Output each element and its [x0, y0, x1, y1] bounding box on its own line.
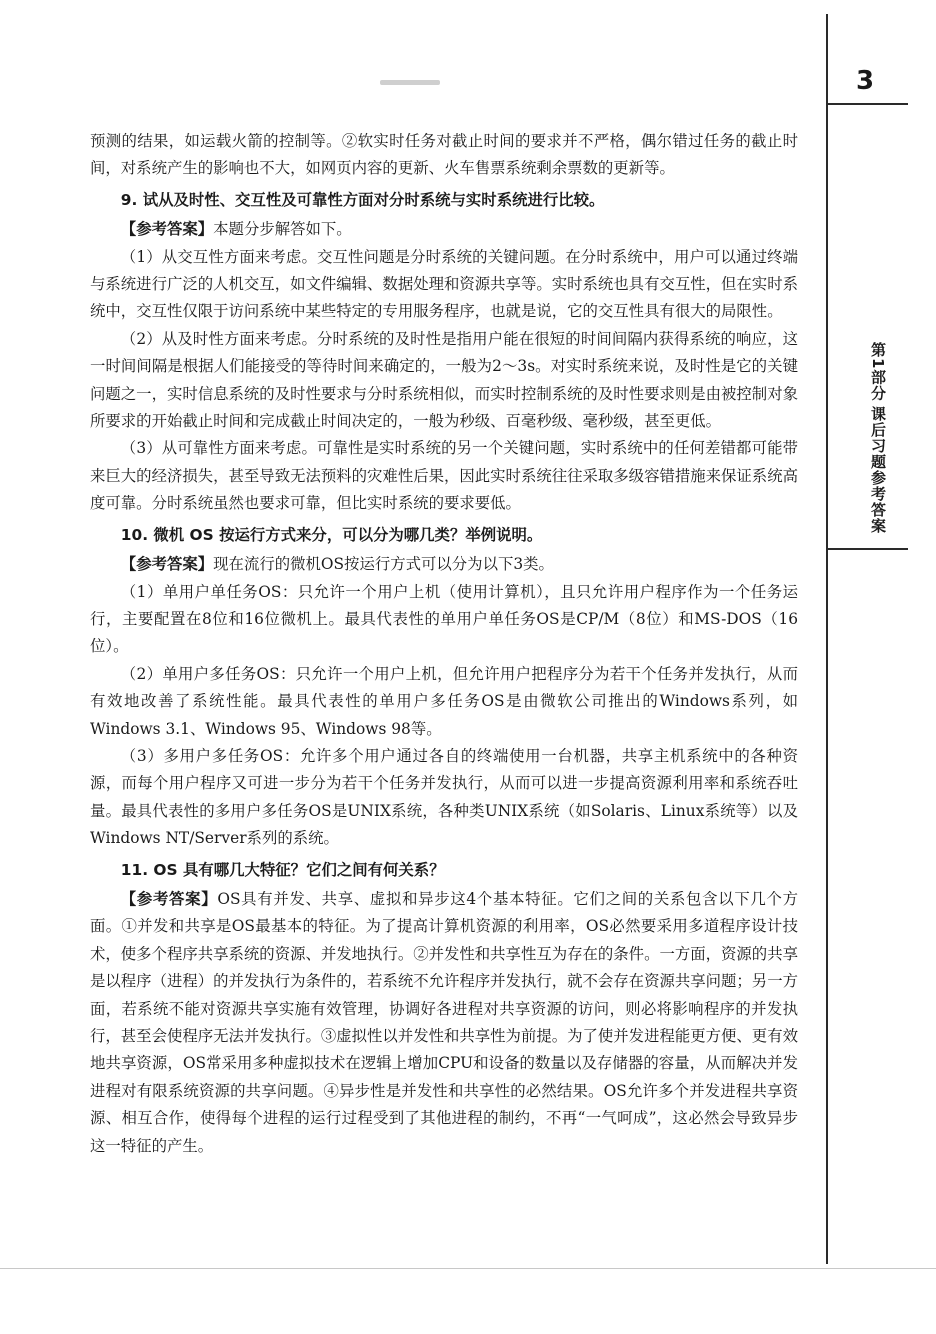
- body-paragraph: （1）从交互性方面来考虑。交互性问题是分时系统的关键问题。在分时系统中，用户可以通过终端与系统进行广泛的人机交互，如文件编辑、数据处理和资源共享等。实时系统也具有交互性，但在实时系统中，交互性仅限于访问系统中某些特定的专用服务程序，也就是说，它的交互性具有很大的局限性。: [90, 247, 798, 321]
- tab-divider-top: [828, 103, 908, 105]
- answer-tag: 【参考答案】: [120, 555, 214, 574]
- part-label: 第1部分: [869, 342, 887, 402]
- answer-tag: 【参考答案】: [120, 220, 214, 239]
- bottom-rule: [0, 1268, 936, 1269]
- answer-text: 本题分步解答如下。: [213, 220, 352, 239]
- body-paragraph: （2）从及时性方面来考虑。分时系统的及时性是指用户能在很短的时间间隔内获得系统的响应，这一时间间隔是根据人们能接受的等待时间来确定的，一般为2～3s。对实时系统来说，及时性是它的关键问题之一，实时信息系统的及时性要求与分时系统相似，而实时控制系统的及时性要求则是由被控制对象所要求的开始截止时间和完成截止时间决定的，一般为秒级、百毫秒级、毫秒级，甚至更低。: [90, 329, 798, 431]
- tab-divider-bottom: [828, 548, 908, 550]
- main-text: [90, 128, 798, 1160]
- answer-text: 现在流行的微机OS按运行方式可以分为以下3类。: [213, 555, 554, 574]
- body-paragraph: （3）从可靠性方面来考虑。可靠性是实时系统的另一个关键问题，实时系统中的任何差错都可能带来巨大的经济损失，甚至导致无法预料的灾难性后果，因此实时系统往往采取多级容错措施来保证系统高度可靠。分时系统虽然也要求可靠，但比实时系统的要求要低。: [90, 439, 798, 513]
- answer-paragraph: [90, 216, 798, 243]
- body-paragraph: 预测的结果，如运载火箭的控制等。②软实时任务对截止时间的要求并不严格，偶尔错过任务的截止时间，对系统产生的影响也不大，如网页内容的更新、火车售票系统剩余票数的更新等。: [90, 132, 798, 178]
- body-paragraph: （2）单用户多任务OS：只允许一个用户上机，但允许用户把程序分为若干个任务并发执行，从而有效地改善了系统性能。最具代表性的单用户多任务OS是由微软公司推出的Windows系列，如Windows 3.1、Windows 95、Windows 98等。: [90, 664, 798, 738]
- body-paragraph: （3）多用户多任务OS：允许多个用户通过各自的终端使用一台机器，共享主机系统中的各种资源，而每个用户程序又可进一步分为若干个任务并发执行，从而可以进一步提高资源利用率和系统吞吐量。最具代表性的多用户多任务OS是UNIX系统，各种类UNIX系统（如Solaris、Linux系统等）以及Windows NT/Server系列的系统。: [90, 746, 798, 848]
- question-heading: 9. 试从及时性、交互性及可靠性方面对分时系统与实时系统进行比较。: [120, 190, 605, 209]
- answer-text: OS具有并发、共享、虚拟和异步这4个基本特征。它们之间的关系包含以下几个方面。①并发和共享是OS最基本的特征。为了提高计算机资源的利用率，OS必然要采用多道程序设计技术，使多个程序共享系统的资源、并发地执行。②并发性和共享性互为存在的条件。一方面，资源的共享是以程序（进程）的并发执行为条件的，若系统不允许程序并发执行，就不会存在资源共享问题；另一方面，若系统不能对资源共享实施有效管理，协调好各进程对共享资源的访问，则必将影响程序的并发执行，甚至会使程序无法并发执行。③虚拟性以并发性和共享性为前提。为了使并发进程能更方便、更有效地共享资源，OS常采用多种虚拟技术在逻辑上增加CPU和设备的数量以及存储器的容量，从而解决并发进程对有限系统资源的共享问题。④异步性是并发性和共享性的必然结果。OS允许多个并发进程共享资源、相互合作，使得每个进程的运行过程受到了其他进程的制约，不再“一气呵成”，这必然会导致异步这一特征的产生。: [90, 889, 798, 1155]
- answer-paragraph: [90, 551, 798, 578]
- body-paragraph: （1）单用户单任务OS：只允许一个用户上机（使用计算机），且只允许用户程序作为一个任务运行，主要配置在8位和16位微机上。最具代表性的单用户单任务OS是CP/M（8位）和MS-DOS（16位）。: [90, 582, 798, 656]
- scan-smudge: [380, 80, 440, 85]
- answer-paragraph: [90, 886, 798, 1160]
- side-rule: [826, 14, 828, 1264]
- question-heading: 10. 微机 OS 按运行方式来分，可以分为哪几类？举例说明。: [120, 525, 543, 544]
- answer-tag: 【参考答案】: [120, 889, 218, 908]
- question-heading: 11. OS 具有哪几大特征？它们之间有何关系？: [120, 860, 445, 879]
- section-label: 课后习题参考答案: [869, 406, 887, 534]
- page-number: 3: [855, 66, 875, 96]
